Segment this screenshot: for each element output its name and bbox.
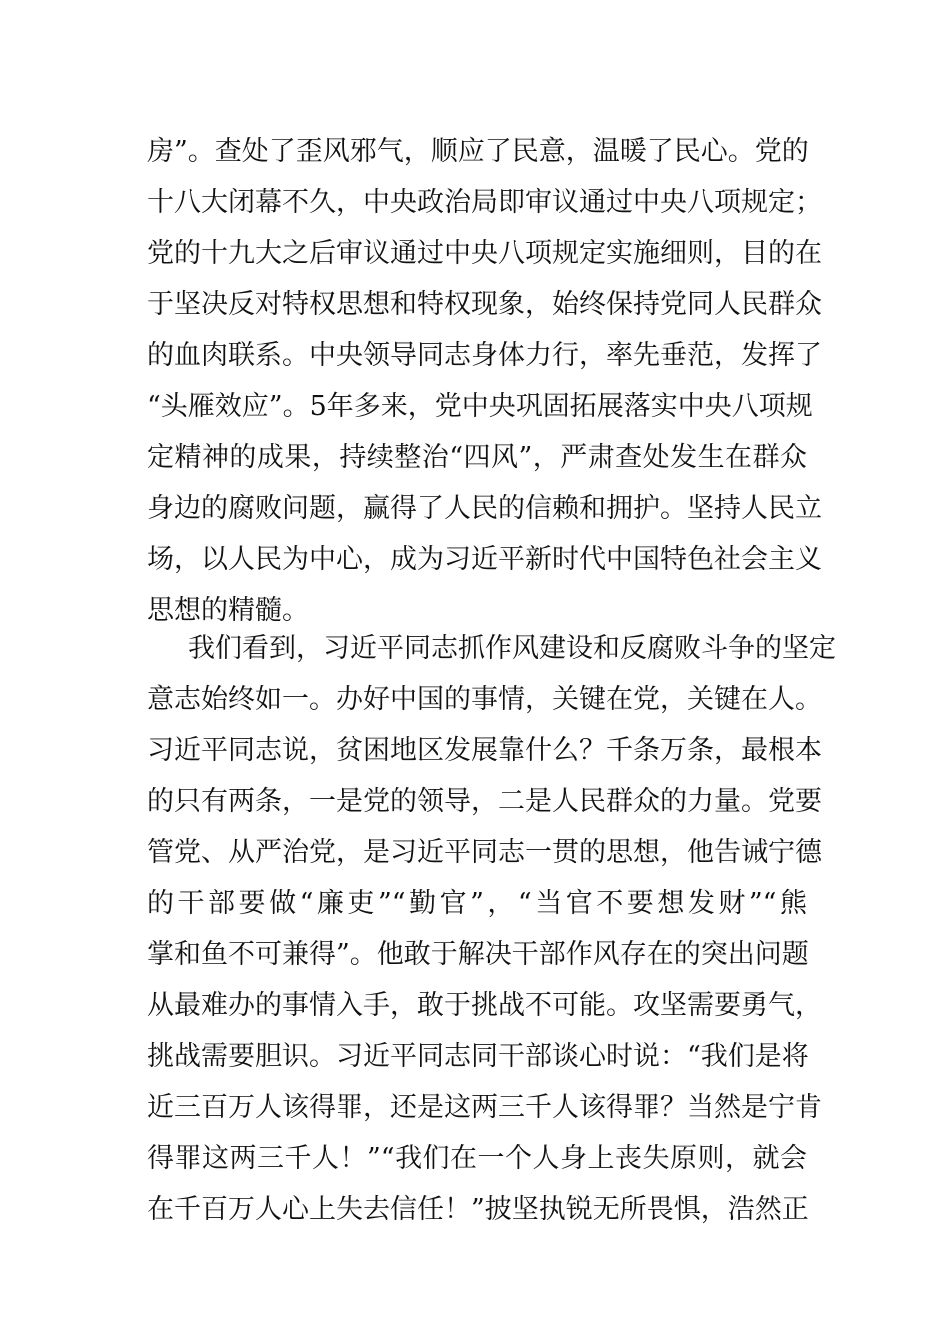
- paragraph-1-line-10: 思想的精髓。: [147, 595, 309, 626]
- paragraph-2-line-4: 的只有两条，一是党的领导，二是人民群众的力量。党要: [147, 786, 822, 817]
- paragraph-1-line-9: 场，以人民为中心，成为习近平新时代中国特色社会主义: [147, 544, 822, 575]
- paragraph-2-line-8: 从最难办的事情入手，敢于挑战不可能。攻坚需要勇气，: [147, 990, 822, 1021]
- paragraph-2-line-2: 意志始终如一。办好中国的事情，关键在党，关键在人。: [147, 684, 822, 715]
- paragraph-2-line-12: 在千百万人心上失去信任！”披坚执锐无所畏惧，浩然正: [147, 1194, 809, 1225]
- paragraph-2-line-1: 我们看到，习近平同志抓作风建设和反腐败斗争的坚定: [188, 633, 836, 664]
- paragraph-1-line-8: 身边的腐败问题，赢得了人民的信赖和拥护。坚持人民立: [147, 493, 822, 524]
- paragraph-2-line-11: 得罪这两三千人！”“我们在一个人身上丧失原则，就会: [147, 1143, 807, 1174]
- paragraph-2-line-6: 的干部要做“廉吏”“勤官”，“当官不要想发财”“熊: [147, 888, 807, 919]
- paragraph-1-line-5: 的血肉联系。中央领导同志身体力行，率先垂范，发挥了: [147, 340, 822, 371]
- paragraph-2-line-7: 掌和鱼不可兼得”。他敢于解决干部作风存在的突出问题: [147, 939, 809, 970]
- paragraph-1-line-1: 房”。查处了歪风邪气，顺应了民意，温暖了民心。党的: [147, 136, 809, 167]
- paragraph-1-line-7: 定精神的成果，持续整治“四风”，严肃查处发生在群众: [147, 442, 807, 473]
- paragraph-1-line-4: 于坚决反对特权思想和特权现象，始终保持党同人民群众: [147, 289, 822, 320]
- paragraph-1-line-6: “头雁效应”。5年多来，党中央巩固拓展落实中央八项规: [147, 391, 813, 422]
- paragraph-2-line-3: 习近平同志说，贫困地区发展靠什么？千条万条，最根本: [147, 735, 822, 766]
- paragraph-2-line-10: 近三百万人该得罪，还是这两三千人该得罪？当然是宁肯: [147, 1092, 822, 1123]
- paragraph-1-line-2: 十八大闭幕不久，中央政治局即审议通过中央八项规定；: [147, 187, 822, 218]
- paragraph-2-line-9: 挑战需要胆识。习近平同志同干部谈心时说：“我们是将: [147, 1041, 809, 1072]
- paragraph-2-line-5: 管党、从严治党，是习近平同志一贯的思想，他告诫宁德: [147, 837, 822, 868]
- paragraph-1-line-3: 党的十九大之后审议通过中央八项规定实施细则，目的在: [147, 238, 822, 269]
